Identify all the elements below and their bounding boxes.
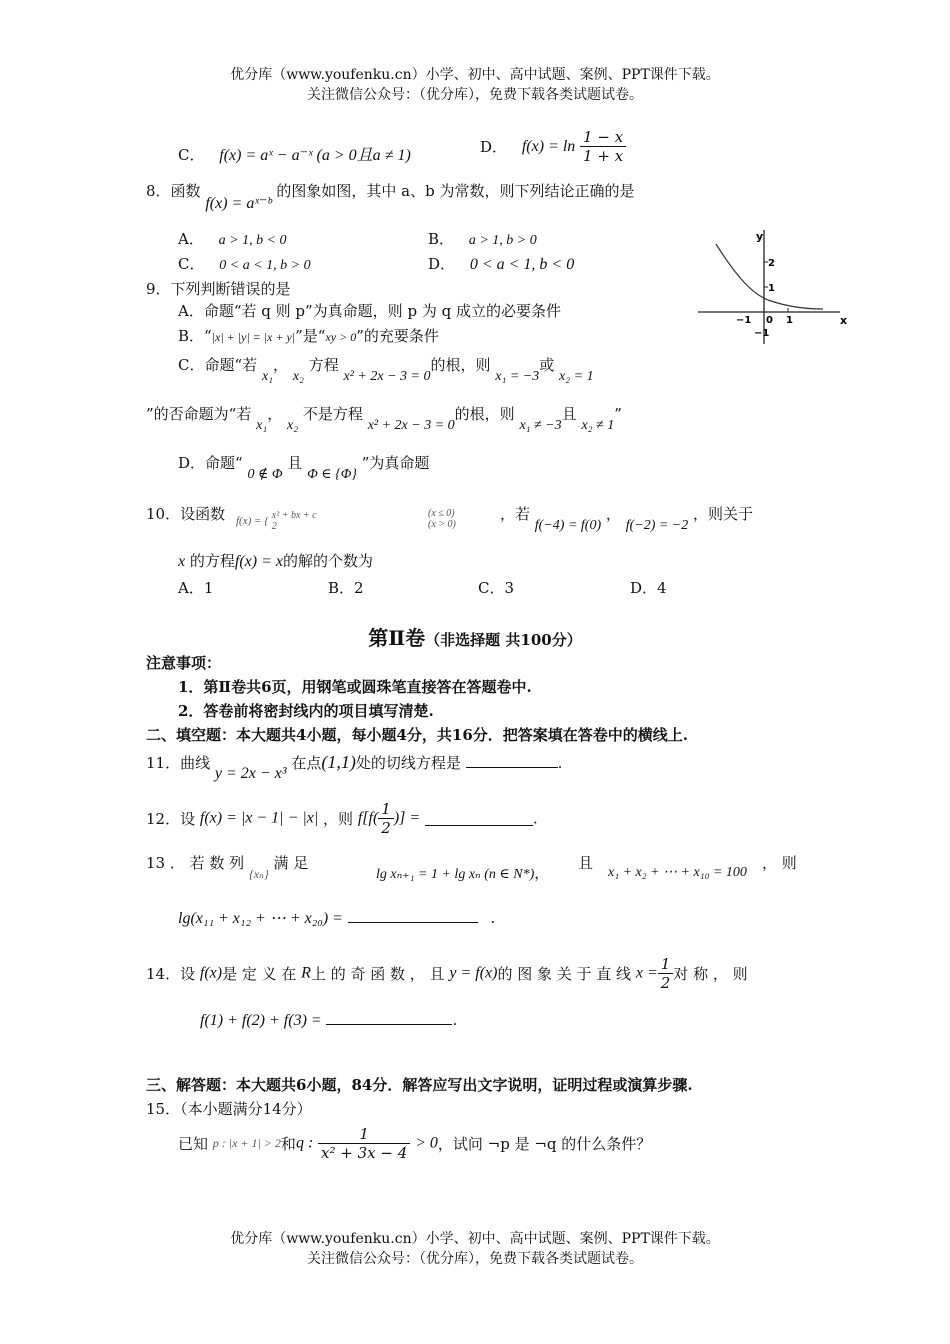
q8-stem-func: f(x) = aˣ⁻ᵇ [205,195,272,212]
q13-line2 [178,908,495,928]
q10-line2-eq: f(x) = x [234,553,283,570]
q13-comma: ， [534,864,550,882]
q15-gt: > 0 [415,1134,438,1152]
q8-option-b [428,228,537,249]
q13-then: ， 则 [762,854,797,872]
q14-fx: f(x) [199,964,223,982]
q9-option-c-line1 [178,354,594,384]
q13-answer-blank[interactable] [348,908,478,923]
q13-line2-math: lg(x₁₁ + x₁₂ + ⋯ + x₂₀) = [178,910,343,927]
q12-fraction [378,800,394,837]
q7-option-d-label: D． [480,138,508,156]
q11 [146,752,563,782]
section-2-heading: 二、填空题：本大题共4小题，每小题4分，共16分．把答案填在答卷中的横线上. [146,726,688,744]
q12-math2: f[f( [357,809,379,827]
q7-option-d [480,128,626,165]
q13-seq: {xₙ} [248,867,269,881]
q14-R: R [301,964,311,982]
graph-label-1y: 1 [768,283,775,294]
q15-fraction [318,1125,410,1162]
q12-num: 1 [378,800,394,819]
q15-title: 15．（本小题满分14分） [146,1100,312,1118]
part2-heading [0,622,950,651]
q7-option-d-numerator: 1 − x [580,128,626,147]
q9-c-r2: x₂ = 1 [559,369,594,384]
q15-post: ，试问 ¬p 是 ¬q 的什么条件？ [437,1135,652,1153]
header-line-2: 关注微信公众号：（优分库），免费下载各类试题试卷。 [307,87,643,103]
q9-option-c-line2 [146,403,622,433]
q14-num: 1 [658,955,674,974]
q10-option-a: A．1 [178,579,214,597]
q9-d-m1: 0 ∉ Φ [247,467,283,482]
q10-piece-2: 2 [271,521,277,532]
header-line-1: 优分库（www.youfenku.cn）小学、初中、高中试题、案例、PPT课件下载。 [230,67,720,83]
q10-option-b: B．2 [328,579,364,597]
q10-line2-b: 的解的个数为 [283,552,374,570]
q14-eq: y = f(x) [449,964,498,982]
q8-stem-pre: 8．函数 [146,182,201,200]
q10-cond-1: (x ≤ 0) [428,508,455,519]
q14-b: 上 的 奇 函 数 ， 且 [310,965,445,983]
q15-body [178,1125,651,1162]
q9-c-c: 的根，则 [430,356,491,374]
footer-line-1: 优分库（www.youfenku.cn）小学、初中、高中试题、案例、PPT课件下载。 [230,1231,720,1247]
q13-end: . [490,909,496,927]
q13-condition [376,862,549,883]
q10-comma: ， [605,505,621,523]
graph-y-label: y [756,230,764,243]
q9-d-m2: Φ ∈ {Φ} [307,467,357,482]
q10-piecewise [236,510,317,532]
q10-option-c: C．3 [478,579,515,597]
q9-c2-c: 的根，则 [454,405,515,423]
graph-label-m1y: −1 [754,328,770,339]
q9-c2-r1: x₁ ≠ −3 [519,418,562,433]
graph-label-0: 0 [766,315,773,326]
graph-x-label: x [840,314,848,327]
q12-answer-blank[interactable] [425,811,533,826]
q9-c2-b: 不是方程 [302,405,363,423]
q9-option-b-math1: |x| + |y| = |x + y| [211,330,296,344]
q9-c2-end: ” [614,405,622,423]
q10-mid: ，若 [500,505,531,523]
q10-line2 [178,550,373,571]
q8-option-d [428,253,574,274]
q10-stem-pre: 10．设函数 [146,505,226,523]
q14-fraction [658,955,674,992]
q7-option-d-fraction [580,128,626,165]
q14-xeq: x = [635,964,658,982]
q9-c2-and: 且 [561,405,577,423]
q15-p: p : |x + 1| > 2 [212,1136,281,1150]
q11-answer-blank[interactable] [466,753,558,768]
q9-c2-eq: x² + 2x − 3 = 0 [367,418,455,433]
q12-den: 2 [381,819,391,837]
q11-mid: 在点 [291,754,322,772]
q10-piece-1: x² + bx + c [271,510,317,521]
q8-option-a-label: A． [178,230,204,248]
q11-end: . [557,754,563,772]
q11-post: 处的切线方程是 [355,754,461,772]
q9-c-a: C．命题“若 [178,356,258,374]
graph-label-1x: 1 [786,315,793,326]
part2-subtitle: （非选择题 共100分） [425,631,582,649]
q11-point: (1,1) [321,752,356,772]
q9-c2-comma: ， [267,405,283,423]
q8-option-d-label: D． [428,255,456,273]
q13-and: 且 [578,854,594,872]
q10-cond-b: f(−2) = −2 [625,518,689,533]
q9-c-x1: x₁ [261,369,274,384]
q10-cond-2: (x > 0) [428,519,456,530]
notice-title: 注意事项： [146,654,222,672]
q8-option-a-math: a > 1, b < 0 [218,233,287,248]
q10-piece-f: f(x) = { [236,515,269,527]
q10-cond-a: f(−4) = f(0) [534,518,602,533]
q8-option-d-math: 0 < a < 1, b < 0 [469,256,575,273]
q8-function-graph [698,224,848,348]
q7-option-c-label: C． [178,146,205,164]
q15-num: 1 [318,1125,410,1144]
q9-c2-x1: x₁ [256,418,268,433]
part2-title: 第Ⅱ卷 [368,626,426,650]
graph-label-m1x: −1 [736,315,752,326]
q14-den: 2 [660,974,671,992]
q15-and: 和 [280,1135,296,1153]
q11-pre: 11．曲线 [146,754,211,772]
q9-option-b-math2: xy > 0 [325,330,357,344]
q7-option-c-math: f(x) = aˣ − a⁻ˣ (a > 0且a ≠ 1) [219,147,411,164]
q14-line2 [200,1010,457,1030]
q13-line1 [146,852,309,881]
q14-line2-math: f(1) + f(2) + f(3) = [200,1012,322,1029]
q7-option-d-prefix: f(x) = ln [521,137,576,155]
q12-end: . [532,809,538,828]
q11-math: y = 2x − x³ [214,765,287,782]
q12 [146,800,538,837]
q12-mid: ，则 [323,810,354,828]
q8-option-c [178,253,311,274]
q9-c-r1: x₁ = −3 [495,369,540,384]
q9-option-b-pre: B．“ [178,327,212,345]
q9-c2-x2: x₂ [287,418,299,433]
q9-c-x2: x₂ [292,369,304,384]
q9-option-b-mid: ”是“ [295,327,326,345]
graph-label-2: 2 [768,258,775,269]
q9-option-b-post: ”的充要条件 [356,327,439,345]
q8-option-b-label: B． [428,230,455,248]
q8-stem [146,180,635,212]
q8-option-c-label: C． [178,255,205,273]
section-3-heading: 三、解答题：本大题共6小题，84分．解答应写出文字说明，证明过程或演算步骤. [146,1076,693,1094]
q10-line2-a: 的方程 [185,552,235,570]
q14-end: . [452,1011,458,1029]
q10-conditions [428,508,456,530]
q9-c2-a: ”的否命题为“若 [146,405,252,423]
q7-option-c [178,142,411,165]
q12-math3: )] = [393,809,421,827]
q13-sum-math: x₁ + x₂ + ⋯ + x₁₀ = 100 [608,865,747,880]
q7-option-d-denominator: 1 + x [583,147,624,165]
q14-d: 对 称 ， 则 [673,965,748,983]
footer-line-2: 关注微信公众号：（优分库），免费下载各类试题试卷。 [307,1251,643,1267]
q8-stem-post: 的图象如图，其中 a、b 为常数，则下列结论正确的是 [276,182,635,200]
q9-option-b [178,325,439,346]
q14-c: 的 图 象 关 于 直 线 [497,965,632,983]
q15-den: x² + 3x − 4 [321,1144,408,1162]
q10-line2-x: x [178,553,186,570]
q10-stem [146,503,225,524]
q9-c2-r2: x₂ ≠ 1 [581,418,615,433]
notice-1: 1．第Ⅱ卷共6页，用钢笔或圆珠笔直接答在答题卷中. [178,678,532,696]
q13-cond: lg xₙ₊₁ = 1 + lg xₙ (n ∈ N*) [376,867,535,882]
q10-post: ，则关于 [693,505,754,523]
q13-mid: 满 足 [273,854,309,872]
q8-option-c-math: 0 < a < 1, b > 0 [219,258,311,273]
q9-option-a: A．命题“若 q 则 p”为真命题，则 p 为 q 成立的必要条件 [178,302,561,320]
q10-option-d: D．4 [630,579,667,597]
graph-curve [716,244,823,309]
q9-stem: 9．下列判断错误的是 [146,280,291,298]
q14-line1 [146,955,748,992]
q13-sum [608,862,747,881]
q9-c-b: 方程 [308,356,339,374]
q12-pre: 12．设 [146,810,196,828]
q8-option-a [178,228,287,249]
q15-q: q : [295,1134,314,1152]
q13-pre: 13 ． 若 数 列 [146,854,245,872]
q9-c-or: 或 [539,356,555,374]
q12-math: f(x) = |x − 1| − |x| [199,809,319,827]
q14-a: 是 定 义 在 [222,965,297,983]
q15-pre: 已知 [178,1135,209,1153]
q9-d-and: 且 [287,454,303,472]
q14-answer-blank[interactable] [326,1010,452,1025]
q9-c-eq: x² + 2x − 3 = 0 [343,369,431,384]
q8-option-b-math: a > 1, b > 0 [468,233,537,248]
q14-pre: 14．设 [146,965,196,983]
q9-d-b: ”为真命题 [361,454,430,472]
q10-stem-rest [500,503,754,533]
q9-d-a: D．命题“ [178,454,243,472]
q9-option-d [178,452,430,482]
notice-2: 2．答卷前将密封线内的项目填写清楚. [178,702,434,720]
q9-c-comma: ， [273,356,289,374]
